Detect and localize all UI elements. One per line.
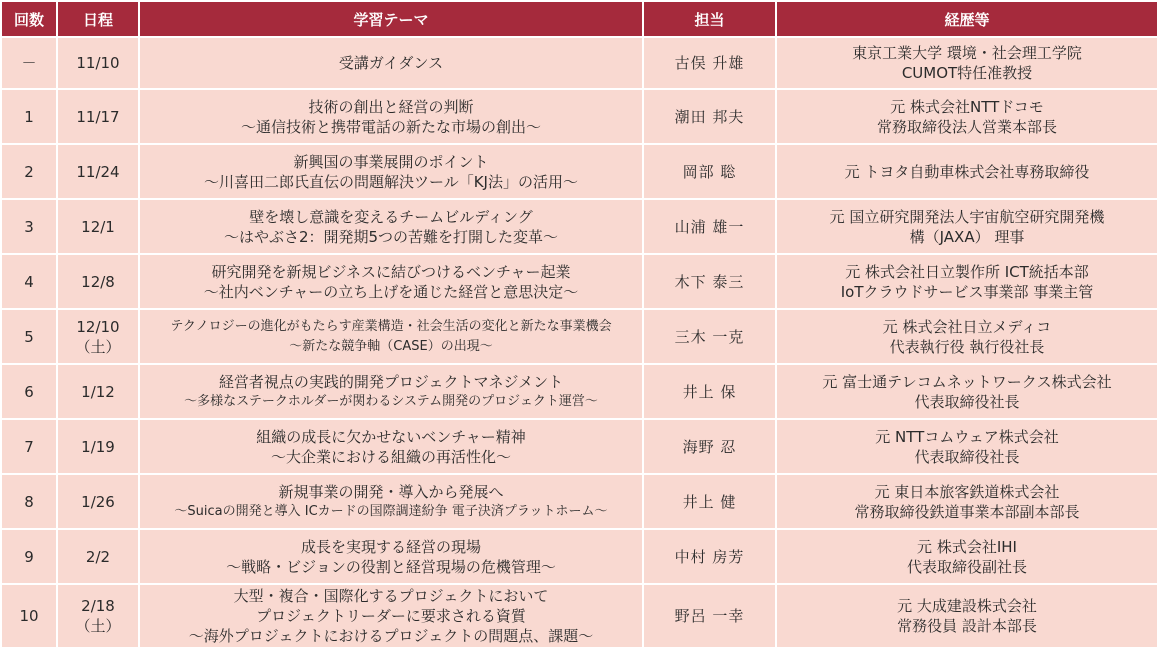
session-date (57, 364, 139, 419)
career-line: 元 株式会社日立製作所 ICT統括本部 (845, 262, 1089, 281)
session-date (57, 474, 139, 529)
instructor-career (776, 419, 1157, 474)
instructor-career (776, 89, 1157, 144)
theme-line: ～新たな競争軸（CASE）の出現～ (289, 338, 493, 354)
instructor-name: 井上 保 (643, 364, 776, 419)
session-number: 8 (1, 474, 57, 529)
header-row (1, 1, 1157, 37)
theme-line: 組織の成長に欠かせないベンチャー精神 (256, 427, 526, 446)
career-line: 代表執行役 執行役社長 (889, 337, 1045, 356)
session-number: 1 (1, 89, 57, 144)
career-line: 元 株式会社日立メディコ (882, 317, 1052, 336)
session-theme (139, 89, 643, 144)
header-instructor: 担当 (643, 1, 776, 37)
theme-line: ～海外プロジェクトにおけるプロジェクトの問題点、課題～ (188, 627, 594, 645)
instructor-career (776, 584, 1157, 648)
career-line: 東京工業大学 環境・社会理工学院 (852, 44, 1082, 62)
theme-line: プロジェクトリーダーに要求される資質 (256, 607, 526, 625)
instructor-name: 木下 泰三 (643, 254, 776, 309)
career-line: 元 東日本旅客鉄道株式会社 (874, 482, 1060, 501)
session-number: 4 (1, 254, 57, 309)
career-line: 元 大成建設株式会社 (897, 597, 1037, 615)
session-number: 3 (1, 199, 57, 254)
session-number: 6 (1, 364, 57, 419)
theme-line: 大型・複合・国際化するプロジェクトにおいて (233, 587, 549, 605)
instructor-name: 潮田 邦夫 (643, 89, 776, 144)
session-theme (139, 144, 643, 199)
theme-line: 成長を実現する経営の現場 (300, 537, 481, 556)
header-no: 回数 (1, 1, 57, 37)
theme-line: 研究開発を新規ビジネスに結びつけるベンチャー起業 (211, 262, 571, 281)
date-line: （土） (75, 617, 121, 635)
session-date (57, 144, 139, 199)
table-row (1, 199, 1157, 254)
session-theme (139, 474, 643, 529)
date-line: 1/26 (81, 492, 115, 511)
career-line: 常務役員 設計本部長 (897, 617, 1037, 635)
career-line: 元 株式会社IHI (917, 537, 1017, 556)
session-number: 5 (1, 309, 57, 364)
instructor-name: 野呂 一幸 (643, 584, 776, 648)
date-line: 11/17 (76, 107, 120, 126)
instructor-name: 井上 健 (643, 474, 776, 529)
theme-line: 新規事業の開発・導入から発展へ (278, 482, 504, 501)
instructor-name: 岡部 聡 (643, 144, 776, 199)
career-line: 常務取締役法人営業本部長 (876, 117, 1057, 136)
instructor-career (776, 254, 1157, 309)
table-body (1, 37, 1157, 648)
instructor-name: 三木 一克 (643, 309, 776, 364)
career-line: 元 トヨタ自動車株式会社専務取締役 (844, 162, 1090, 181)
table-row (1, 419, 1157, 474)
session-date (57, 529, 139, 584)
session-theme (139, 199, 643, 254)
instructor-career (776, 364, 1157, 419)
instructor-career (776, 309, 1157, 364)
career-line: 代表取締役社長 (914, 392, 1020, 411)
career-line: 元 株式会社NTTドコモ (890, 97, 1044, 116)
theme-line: ～大企業における組織の再活性化～ (270, 447, 511, 466)
session-theme (139, 584, 643, 648)
date-line: 2/2 (85, 547, 111, 566)
date-line: 2/18 (81, 597, 115, 615)
session-number: 7 (1, 419, 57, 474)
date-line: 11/10 (76, 54, 120, 72)
career-line: 代表取締役副社長 (906, 557, 1027, 576)
theme-line: 新興国の事業展開のポイント (293, 152, 489, 171)
header-theme: 学習テーマ (139, 1, 643, 37)
table-row (1, 364, 1157, 419)
theme-line: ～戦略・ビジョンの役割と経営現場の危機管理～ (226, 557, 556, 576)
instructor-name: 中村 房芳 (643, 529, 776, 584)
table-row (1, 254, 1157, 309)
session-theme (139, 529, 643, 584)
instructor-career (776, 474, 1157, 529)
theme-line: ～多様なステークホルダーが関わるシステム開発のプロジェクト運営～ (184, 393, 598, 409)
career-line: IoTクラウドサービス事業部 事業主管 (840, 282, 1094, 301)
instructor-career (776, 529, 1157, 584)
career-line: 元 NTTコムウェア株式会社 (875, 427, 1059, 446)
session-number: 10 (1, 584, 57, 648)
session-date (57, 309, 139, 364)
date-line: （土） (75, 337, 121, 356)
instructor-career (776, 37, 1157, 89)
theme-line: ～Suicaの開発と導入 ICカードの国際調達紛争 電子決済プラットホーム～ (174, 503, 608, 519)
session-number: － (1, 37, 57, 89)
instructor-name: 山浦 雄一 (643, 199, 776, 254)
theme-line: 技術の創出と経営の判断 (308, 97, 474, 116)
date-line: 1/12 (81, 382, 115, 401)
table-row (1, 144, 1157, 199)
theme-line: ～通信技術と携帯電話の新たな市場の創出～ (240, 117, 541, 136)
date-line: 12/10 (76, 317, 120, 336)
theme-line: テクノロジーの進化がもたらす産業構造・社会生活の変化と新たな事業機会 (170, 318, 612, 334)
session-theme (139, 254, 643, 309)
session-date (57, 89, 139, 144)
session-date (57, 254, 139, 309)
theme-line: ～社内ベンチャーの立ち上げを通じた経営と意思決定～ (203, 282, 579, 301)
date-line: 12/1 (81, 217, 115, 236)
instructor-career (776, 144, 1157, 199)
career-line: 常務取締役鉄道事業本部副本部長 (854, 502, 1080, 521)
career-line: CUMOT特任准教授 (901, 64, 1033, 82)
table-row (1, 584, 1157, 648)
session-theme (139, 309, 643, 364)
instructor-career (776, 199, 1157, 254)
session-date (57, 584, 139, 648)
session-date (57, 199, 139, 254)
session-number: 9 (1, 529, 57, 584)
session-date (57, 37, 139, 89)
theme-line: ～はやぶさ2：開発期5つの苦難を打開した変革～ (223, 227, 559, 246)
table-row (1, 474, 1157, 529)
table-row (1, 37, 1157, 89)
instructor-name: 海野 忍 (643, 419, 776, 474)
header-date: 日程 (57, 1, 139, 37)
session-theme (139, 37, 643, 89)
instructor-name: 古俣 升雄 (643, 37, 776, 89)
theme-line: 壁を壊し意識を変えるチームビルディング (249, 207, 533, 226)
table-row (1, 309, 1157, 364)
career-line: 元 国立研究開発法人宇宙航空研究開発機 (829, 207, 1105, 226)
career-line: 代表取締役社長 (914, 447, 1020, 466)
date-line: 11/24 (76, 162, 120, 181)
career-line: 構（JAXA） 理事 (909, 227, 1025, 246)
table-row (1, 529, 1157, 584)
career-line: 元 富士通テレコムネットワークス株式会社 (822, 372, 1112, 391)
theme-line: ～川喜田二郎氏直伝の問題解決ツール「KJ法」の活用～ (204, 172, 578, 191)
date-line: 1/19 (81, 437, 115, 456)
theme-line: 受講ガイダンス (338, 54, 444, 72)
theme-line: 経営者視点の実践的開発プロジェクトマネジメント (218, 372, 564, 391)
table-row (1, 89, 1157, 144)
session-number: 2 (1, 144, 57, 199)
session-theme (139, 419, 643, 474)
session-theme (139, 364, 643, 419)
session-date (57, 419, 139, 474)
date-line: 12/8 (81, 272, 115, 291)
header-career: 経歴等 (776, 1, 1157, 37)
